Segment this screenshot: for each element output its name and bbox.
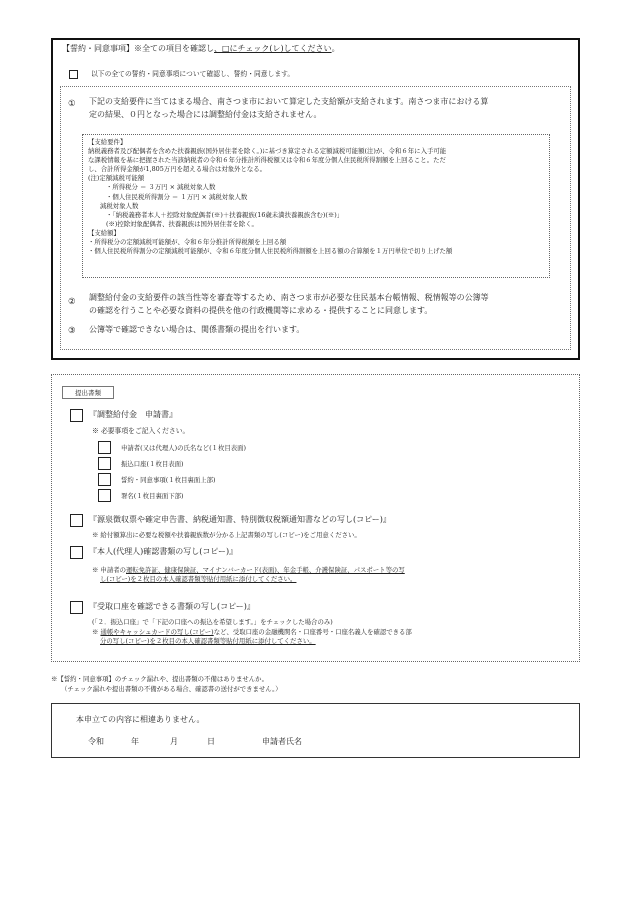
requirements-line: し、合計所得金額が1,805万円を超える場合は対象外となる。 [88,165,267,174]
doc1-title: 『調整給付金 申請書』 [89,410,177,419]
doc2-checkbox[interactable] [70,514,83,527]
footer-note2: （チェック漏れや提出書類の不備がある場合、確認書の送付ができません。） [61,684,282,693]
target-persons-note: (※)控除対象配偶者、扶養親族は国外居住者を除く。 [106,219,258,228]
requirements-title: 【支給要件】 [88,138,127,146]
date-era: 令和 [88,737,104,746]
amount-line: ・個人住民税所得割分の定額減税可能額が、令和６年度分個人住民税所得割額を上回る額の合算額を１万円単位で切り上げた額 [88,247,453,256]
target-persons-label: 減税対象人数 [100,201,139,210]
oath-header-text: ※全ての項目を確認し [134,44,214,53]
confirmation-text: 本申立ての内容に相違ありません。 [76,715,205,724]
oath-header-label: 【誓約・同意事項】 [62,44,134,53]
doc1-sub-label-account: 振込口座(１枚目表面) [121,460,184,468]
doc1-sub-label-signature: 署名(１枚目裏面下部) [121,492,184,500]
agree-all-label: 以下の全ての誓約・同意事項について確認し、誓約・同意します。 [91,70,295,78]
doc3-title: 『本人(代理人)確認書類の写し(コピー)』 [89,547,238,556]
doc4-title: 『受取口座を確認できる書類の写し(コピー)』 [89,602,255,611]
target-persons-detail: ・「納税義務者本人＋控除対象配偶者(※)＋扶養親族(16歳未満扶養親族含む)(※)」 [106,210,344,219]
item1-line2: 定の結果、０円となった場合には調整給付金は支給されません。 [89,110,322,119]
date-year-label: 年 [131,737,139,746]
footer-notes [51,675,282,695]
doc4-note3-underlined: 分の写し(コピー)を２枚目の本人確認書類等貼付用紙に添付してください。 [100,637,316,646]
oath-header [62,44,340,55]
item2-line2: の確認を行うことや必要な資料の提供を他の行政機関等に求める・提供することに同意します。 [89,306,433,315]
doc3-note [92,566,405,585]
doc1-sub-checkbox-oath[interactable] [98,473,111,486]
item3-text: 公簿等で確認できない場合は、関係書類の提出を行います。 [89,325,305,334]
amount-title: 【支給額】 [88,228,120,237]
doc4-note1: (「２．振込口座」で「下記の口座への振込を希望します。」をチェックした場合のみ) [92,618,333,626]
requirements-content [88,138,452,256]
formula-income-tax: ・所得税分 ＝ ３万円 × 減税対象人数 [106,183,216,192]
item2-number: ② [68,297,76,307]
doc3-checkbox[interactable] [70,546,83,559]
doc3-note-underlined2: し(コピー)を２枚目の本人確認書類等貼付用紙に添付してください。 [100,575,297,584]
doc4-note2-prefix: ※ [92,627,101,636]
date-day-label: 日 [207,737,215,746]
doc1-note: ※ 必要事項をご記入ください。 [92,427,190,435]
date-month-label: 月 [170,737,178,746]
doc4-checkbox[interactable] [70,601,83,614]
doc2-note: ※ 給付額算出に必要な税額や扶養親族数が分かる上記書類の写し(コピー)をご用意ください。 [92,531,361,539]
oath-header-end: 。 [331,44,340,53]
item3-number: ③ [68,326,76,336]
requirements-line: (注)定額減税可能額 [88,174,145,183]
doc4-note2-middle: など、受取口座の金融機関名・口座番号・口座名義人を確認できる部 [213,627,412,636]
signature-label: 申請者氏名 [262,737,302,746]
item1-line1: 下記の支給要件に当てはまる場合、南さつま市において算定した支給額が支給されます。南さつま市における算 [89,97,489,106]
amount-line: ・所得税分の定額減税可能額が、令和６年分推計所得税額を上回る額 [88,238,287,247]
doc1-sub-label-oath: 誓約・同意事項(１枚目裏面上部) [121,476,216,484]
doc4-note2-underlined: 通帳やキャッシュカードの写し(コピー) [100,627,214,636]
doc1-checkbox[interactable] [70,409,83,422]
item1-number: ① [68,99,76,109]
documents-tab-label: 提出書類 [62,386,114,399]
doc2-title: 『源泉徴収票や確定申告書、納税通知書、特別徴収税額通知書などの写し(コピー)』 [89,515,391,524]
formula-resident-tax: ・個人住民税所得割分 ＝ １万円 × 減税対象人数 [106,192,248,201]
confirmation-box [51,703,580,758]
item2-line1: 調整給付金の支給要件の該当性等を審査等するため、南さつま市が必要な住民基本台帳情報、税情報等の公簿等 [89,293,489,302]
footer-note1: ※【誓約・同意事項】のチェック漏れや、提出書類の不備はありませんか。 [51,675,268,683]
requirements-line: 納税義務者及び配偶者を含めた扶養親族(国外居住者を除く。)に基づき算定される定額減税可能額(注)が、令和６年に入手可能 [88,147,447,156]
doc3-note-underlined1: 運転免許証、健康保険証、マイナンバーカード(表面)、年金手帳、介護保険証、パスポート等の写 [125,566,405,574]
agree-all-checkbox[interactable] [69,70,78,79]
doc1-sub-checkbox-name[interactable] [98,441,111,454]
doc1-sub-label-name: 申請者(又は代理人)の氏名など(１枚目表面) [121,444,247,452]
doc3-note-prefix: ※ 申請者の [92,566,126,574]
doc1-sub-checkbox-signature[interactable] [98,489,111,502]
doc4-notes [92,618,412,647]
requirements-line: な課税情報を基に把握された当該納税者の令和６年分推計所得税額又は令和６年度分個人住民税所得割額を上回ること。ただ [88,156,446,165]
doc1-sub-checkbox-account[interactable] [98,457,111,470]
oath-header-underlined: 、□にチェック(レ)してください [214,44,332,53]
